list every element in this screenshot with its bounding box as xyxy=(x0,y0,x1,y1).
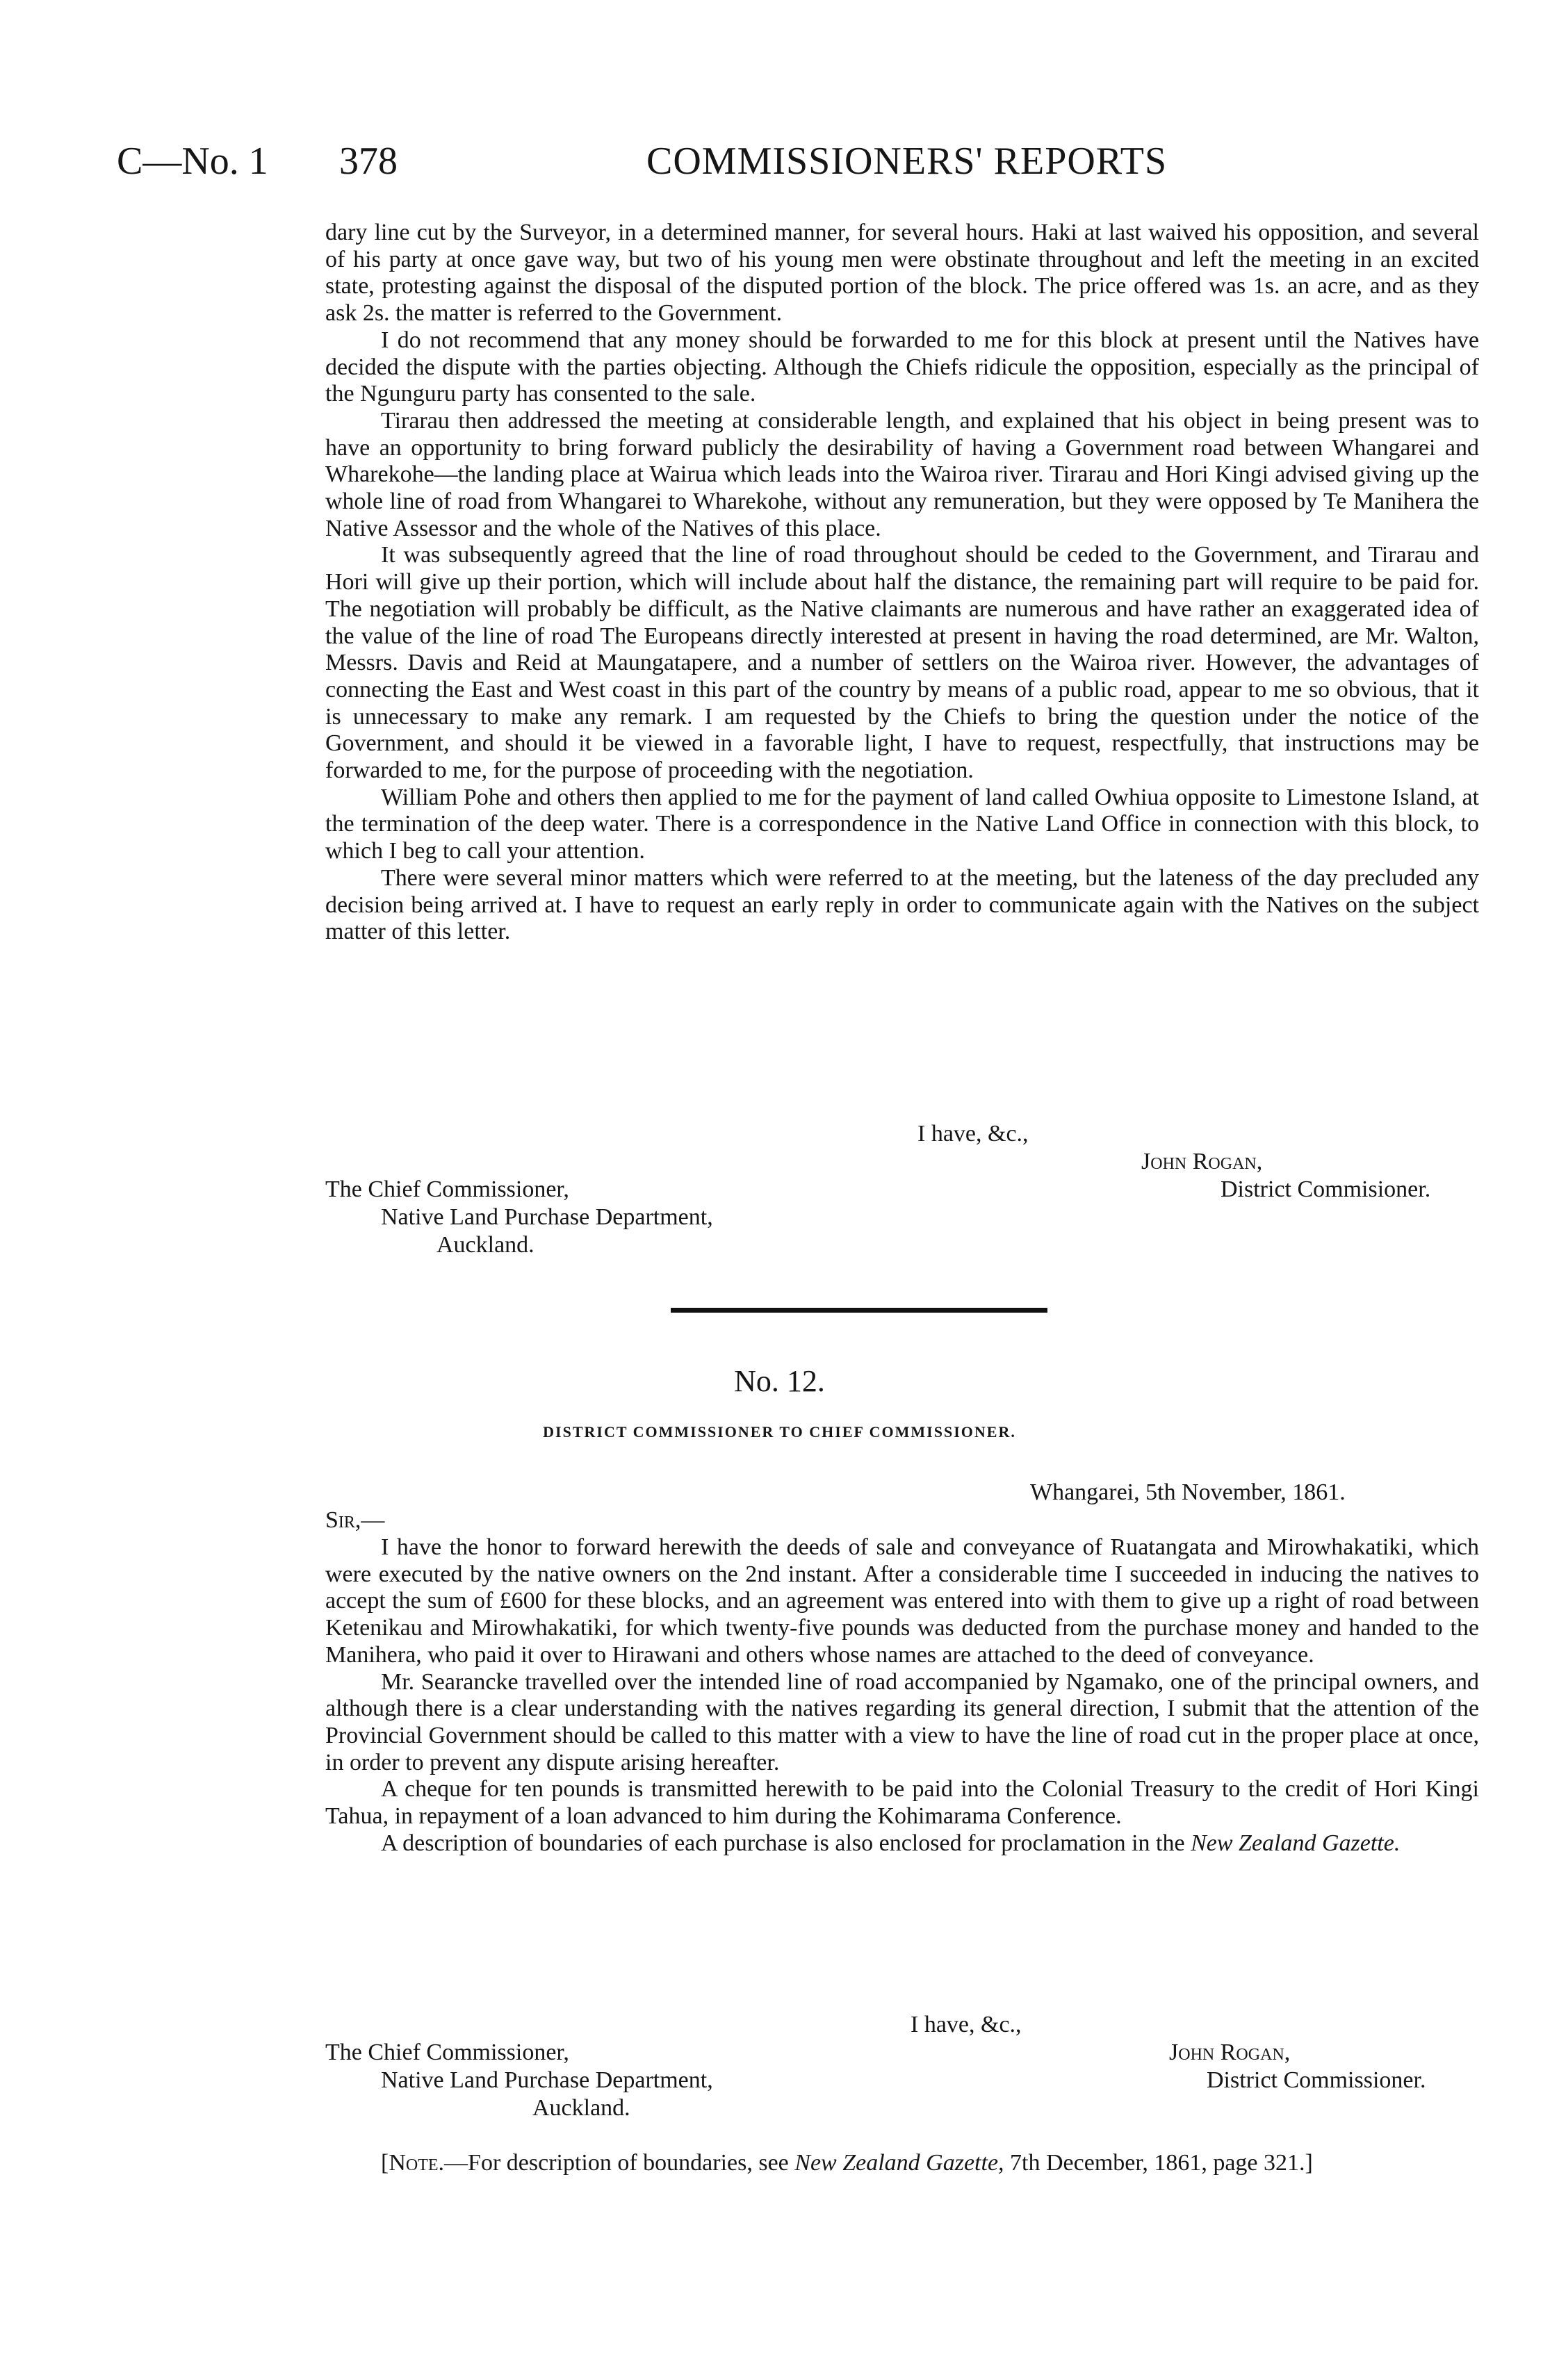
letter-number-heading: No. 12. xyxy=(734,1364,825,1398)
letter-subheading: DISTRICT COMMISSIONER TO CHIEF COMMISSIONER. xyxy=(543,1423,1016,1441)
paragraph: There were several minor matters which were referred to at the meeting, but the lateness of the day precluded any decision being arrived at. I have to request an early reply in order to communicate again with the Natives on the subject matter of this letter. xyxy=(325,864,1479,945)
paragraph: I do not recommend that any money should be forwarded to me for this block at present until the Natives have decided the dispute with the parties objecting. Although the Chiefs ridicule the opposition, especially as the principal of the Ngunguru party has consented to the sale. xyxy=(325,327,1479,407)
addressee: The Chief Commissioner, xyxy=(325,2040,569,2065)
letter-12-body xyxy=(325,1534,1479,1857)
paragraph: Mr. Searancke travelled over the intended line of road accompanied by Ngamako, one of the principal owners, and although there is a clear understanding with the natives regarding its general direction, I submit that the attention of the Provincial Government should be called to this matter with a view to have the line of road cut in the proper place at once, in order to prevent any dispute arising hereafter. xyxy=(325,1668,1479,1775)
editor-note xyxy=(325,2150,1479,2177)
gazette-paragraph xyxy=(325,1830,1479,1857)
addressee-department: Native Land Purchase Department, xyxy=(381,1204,713,1230)
gazette-name: New Zealand Gazette. xyxy=(1191,1830,1401,1856)
note-label: Note. xyxy=(389,2150,445,2176)
note-date: 7th December, 1861, xyxy=(1010,2150,1207,2176)
closing: I have, &c., xyxy=(911,2012,1022,2037)
paragraph: I have the honor to forward herewith the deeds of sale and conveyance of Ruatangata and Mirowhakatiki, which were executed by the native owners on the 2nd instant. After a considerable time I succeeded in inducing the natives to accept the sum of £600 for these blocks, and an agreement was entered into with them to give up a right of road between Ketenikau and Mirowhakatiki, for which twenty-five pounds was deducted from the purchase money and handed to the Manihera, who paid it over to Hirawani and others whose names are attached to the deed of conveyance. xyxy=(325,1534,1479,1668)
paragraph: It was subsequently agreed that the line of road throughout should be ceded to the Government, and Tirarau and Hori will give up their portion, which will include about half the distance, the remaining part will require to be paid for. The negotiation will probably be difficult, as the Native claimants are numerous and have rather an exaggerated idea of the value of the line of road The Europeans directly interested at present in having the road determined, are Mr. Walton, Messrs. Davis and Reid at Maungatapere, and a number of settlers on the Wairoa river. However, the advantages of connecting the East and West coast in this part of the country by means of a public road, appear to me so obvious, that it is unnecessary to make any remark. I am requested by the Chiefs to bring the question under the notice of the Government, and should it be viewed in a favorable light, I have to request, respectfully, that instructions may be forwarded to me, for the purpose of proceeding with the negotiation. xyxy=(325,542,1479,784)
note-gazette: New Zealand Gazette, xyxy=(794,2150,1004,2176)
closing: I have, &c., xyxy=(917,1121,1029,1147)
addressee-department: Native Land Purchase Department, xyxy=(381,2067,713,2093)
note-text: —For description of boundaries, see xyxy=(444,2150,789,2176)
addressee: The Chief Commissioner, xyxy=(325,1176,569,1202)
gazette-sentence: A description of boundaries of each purchase is also enclosed for proclamation in the xyxy=(381,1830,1185,1856)
paragraph: Tirarau then addressed the meeting at considerable length, and explained that his object in being present was to have an opportunity to bring forward publicly the desirability of having a Government road between Whangarei and Wharekohe—the landing place at Wairua which leads into the Wairoa river. Tirarau and Hori Kingi advised giving up the whole line of road from Whangarei to Wharekohe, without any remuneration, but they were opposed by Te Manihera the Native Assessor and the whole of the Natives of this place. xyxy=(325,407,1479,541)
note-bracket: [ xyxy=(381,2150,389,2176)
addressee-city: Auckland. xyxy=(436,1232,534,1258)
section-divider xyxy=(671,1308,1047,1313)
note-page: page 321.] xyxy=(1213,2150,1313,2176)
signature-title: District Commissioner. xyxy=(1207,2067,1426,2093)
signature-title: District Commisioner. xyxy=(1221,1176,1431,1202)
letter-11-body xyxy=(325,220,1479,946)
signature-name: John Rogan, xyxy=(1141,1149,1263,1174)
paragraph: dary line cut by the Surveyor, in a determined manner, for several hours. Haki at last waived his opposition, and several of his party at once gave way, but two of his young men were obstinate throughout and left the meeting in an excited state, protesting against the disposal of the disputed portion of the block. The price offered was 1s. an acre, and as they ask 2s. the matter is referred to the Government. xyxy=(325,220,1479,327)
addressee-city: Auckland. xyxy=(532,2095,630,2121)
salutation: Sir,— xyxy=(325,1507,385,1533)
paragraph: William Pohe and others then applied to me for the payment of land called Owhiua opposite to Limestone Island, at the termination of the deep water. There is a correspondence in the Native Land Office in connection with this block, to which I beg to call your attention. xyxy=(325,784,1479,864)
page-title: COMMISSIONERS' REPORTS xyxy=(646,140,1168,183)
paragraph: A cheque for ten pounds is transmitted herewith to be paid into the Colonial Treasury to the credit of Hori Kingi Tahua, in repayment of a loan advanced to him during the Kohimarama Conference. xyxy=(325,1776,1479,1830)
signature-name: John Rogan, xyxy=(1169,2040,1291,2065)
document-reference: C—No. 1 xyxy=(117,140,268,183)
page-number: 378 xyxy=(339,140,398,183)
dateline: Whangarei, 5th November, 1861. xyxy=(1030,1479,1346,1505)
